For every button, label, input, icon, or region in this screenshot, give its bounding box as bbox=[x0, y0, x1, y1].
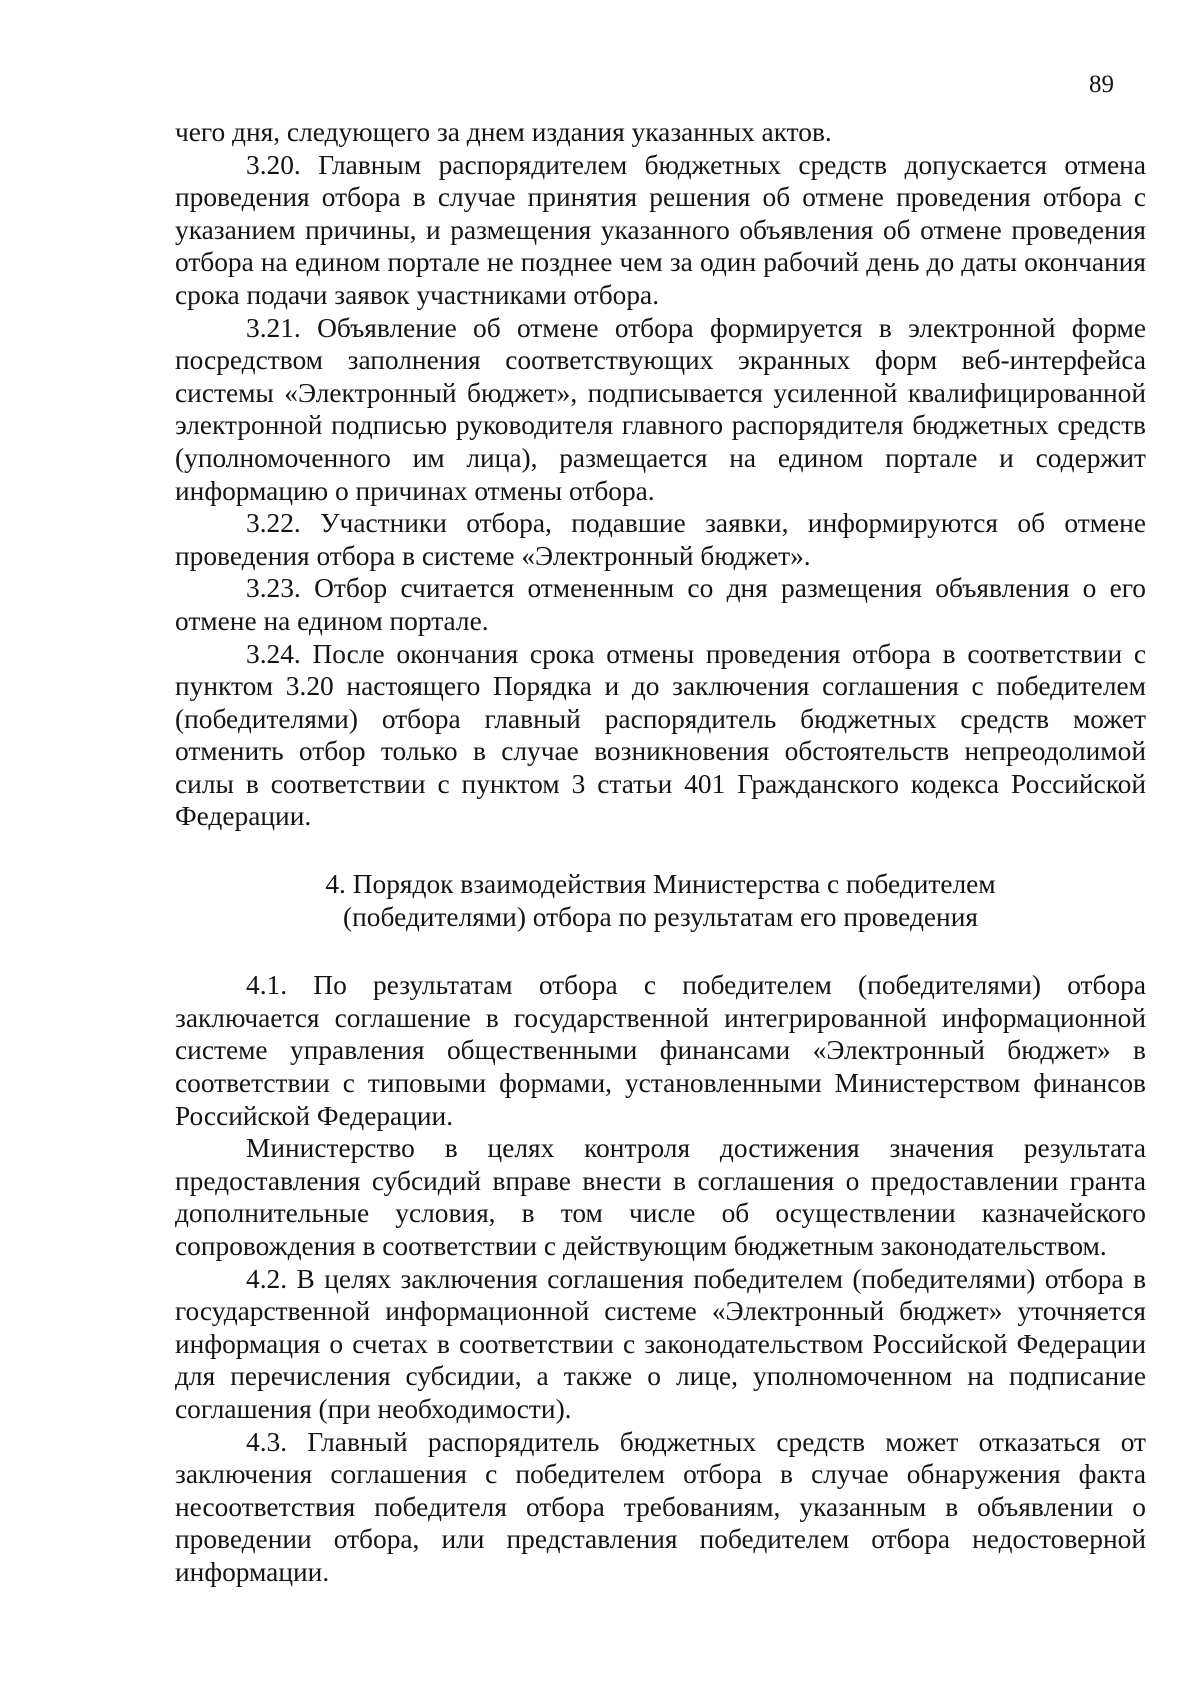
paragraph-4-1: 4.1. По результатам отбора с победителем (победителями) отбора заключается соглашение в государственной интегрированной информационной системе управления общественными финансами «Электронный бюджет» в соответствии с типовыми формами, установленными Министерством финансов Российской Федерации. bbox=[175, 970, 1146, 1131]
paragraph-3-20: 3.20. Главным распорядителем бюджетных средств допускается отмена проведения отбора в случае принятия решения об отмене проведения отбора с указанием причины, и размещения указанного объявления об отмене проведения отбора на едином портале не позднее чем за один рабочий день до даты окончания срока подачи заявок участниками отбора. bbox=[175, 149, 1146, 310]
paragraph-continuation: чего дня, следующего за днем издания указанных актов. bbox=[175, 117, 832, 147]
paragraph-3-21: 3.21. Объявление об отмене отбора формируется в электронной форме посредством заполнения соответствующих экранных форм веб-интерфейса системы «Электронный бюджет», подписывается усиленной квалифицированной электронной подписью руководителя главного распорядителя бюджетных средств (уполномоченного им лица), размещается на едином портале и содержит информацию о причинах отмены отбора. bbox=[175, 312, 1146, 506]
section-heading-line-2: (победителями) отбора по результатам его проведения bbox=[343, 901, 978, 932]
document-body bbox=[175, 116, 1146, 1589]
section-4-heading bbox=[175, 868, 1146, 933]
paragraph-3-23: 3.23. Отбор считается отмененным со дня размещения объявления о его отмене на едином портале. bbox=[175, 573, 1146, 636]
section-heading-line-1: 4. Порядок взаимодействия Министерства с победителем bbox=[325, 869, 996, 900]
paragraph-3-22: 3.22. Участники отбора, подавшие заявки, информируются об отмене проведения отбора в системе «Электронный бюджет». bbox=[175, 508, 1146, 571]
paragraph-4-2: 4.2. В целях заключения соглашения победителем (победителями) отбора в государственной информационной системе «Электронный бюджет» уточняется информация о счетах в соответствии с законодательством Российской Федерации для перечисления субсидии, а также о лице, уполномоченном на подписание соглашения (при необходимости). bbox=[175, 1263, 1146, 1424]
paragraph-3-24: 3.24. После окончания срока отмены проведения отбора в соответствии с пунктом 3.20 настоящего Порядка и до заключения соглашения с победителем (победителями) отбора главный распорядитель бюджетных средств может отменить отбор только в случае возникновения обстоятельств непреодолимой силы в соответствии с пунктом 3 статьи 401 Гражданского кодекса Российской Федерации. bbox=[175, 638, 1146, 832]
page-number: 89 bbox=[1089, 71, 1114, 98]
paragraph-4-3: 4.3. Главный распорядитель бюджетных средств может отказаться от заключения соглашения с победителем отбора в случае обнаружения факта несоответствия победителя отбора требованиям, указанным в объявлении о проведении отбора, или представления победителем отбора недостоверной информации. bbox=[175, 1426, 1146, 1587]
paragraph-4-1-ministry: Министерство в целях контроля достижения значения результата предоставления субсидий вправе внести в соглашения о предоставлении гранта дополнительные условия, в том числе об осуществлении казначейского сопровождения в соответствии с действующим бюджетным законодательством. bbox=[175, 1133, 1146, 1261]
